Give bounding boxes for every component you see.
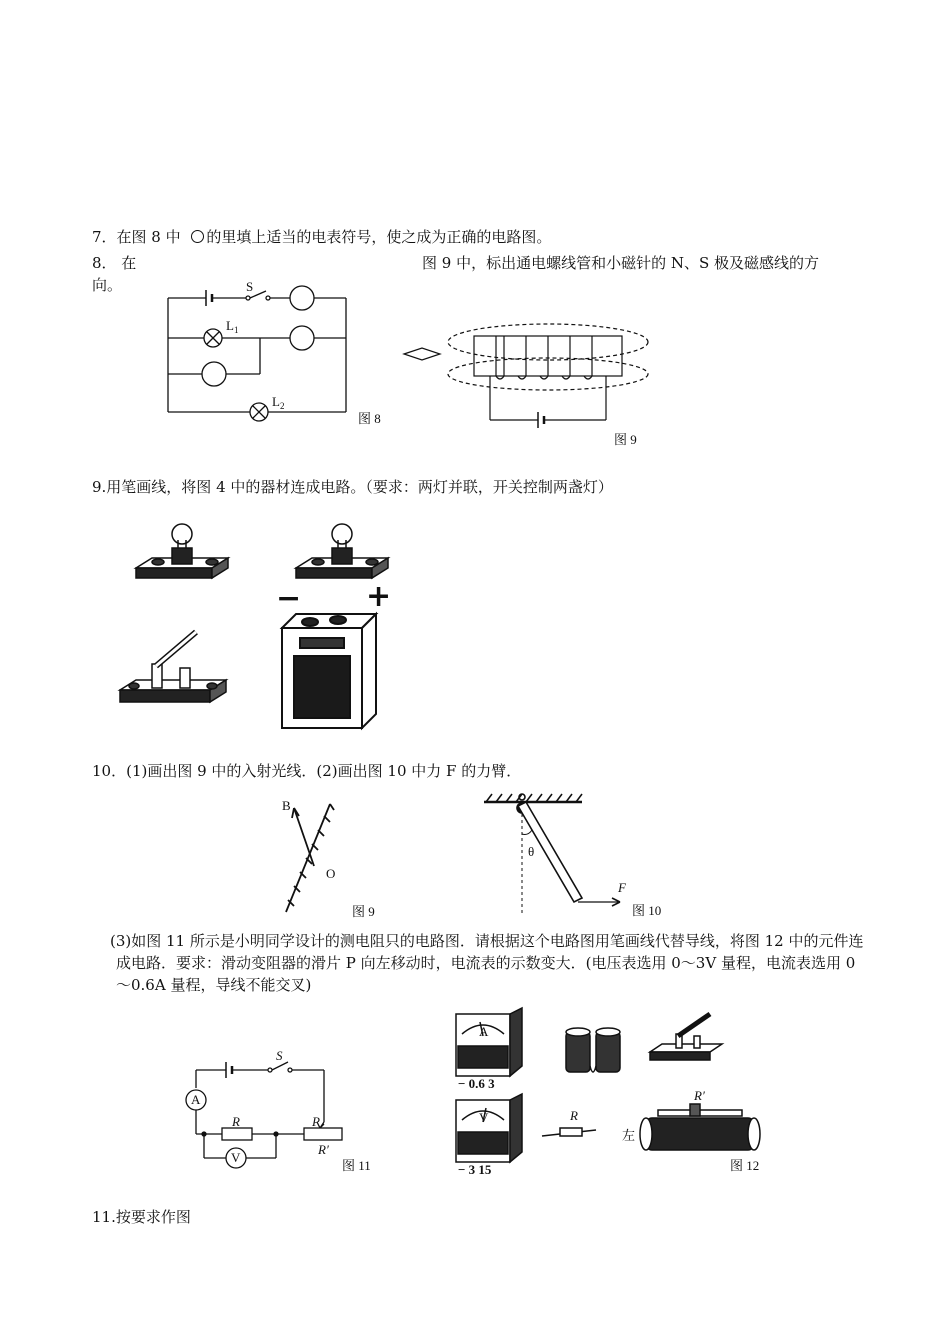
q7-line <box>92 226 551 248</box>
fig12-left-label: 左 <box>622 1128 636 1143</box>
fig11-R: R <box>232 1114 240 1129</box>
fig10-theta: θ <box>528 844 535 859</box>
equipment-lamp-1 <box>132 520 232 590</box>
q7-prefix: 7．在图 8 中 <box>92 228 181 246</box>
fig8-lamp1-label: $L_1$ <box>226 318 239 335</box>
fig11-S: S <box>276 1048 283 1063</box>
q8-text-continued: 向。 <box>92 276 123 294</box>
fig10-caption: 图 10 <box>632 903 662 918</box>
equipment-battery <box>274 608 384 736</box>
equipment-switch <box>116 624 236 714</box>
q10-part3-text: (3)如图 11 所示是小明同学设计的测电阻只的电路图．请根据这个电路图用笔画线代替导线，将图 12 中的元件连成电路．要求：滑动变阻器的滑片 P 向左移动时，电流表的示数变大．(电压表选用 0～3V 量程，电流表选用 0～0.6A 量程，导线不能交叉) <box>110 932 864 994</box>
battery-minus-sign: − <box>276 581 302 616</box>
q8-text: 图 9 中，标出通电螺线管和小磁针的 N、S 极及磁感线的方 <box>422 254 820 272</box>
q8-number: 8． 在 <box>92 254 137 272</box>
q11-text: 11.按要求作图 <box>92 1208 191 1226</box>
fig12-ammeter-scale: − 0.6 3 <box>458 1076 495 1091</box>
fig12-Rprime: R′ <box>694 1088 705 1103</box>
fig9a-caption: 图 9 <box>614 432 637 447</box>
fig12-voltmeter-scale: − 3 15 <box>458 1162 492 1177</box>
figure-12-components <box>450 1006 780 1184</box>
fig10-force-F: F <box>618 880 626 895</box>
fig12-ammeter-A: A <box>479 1024 489 1039</box>
figure-9-solenoid <box>400 316 680 451</box>
meter-circle-icon <box>191 230 204 243</box>
figure-9-mirror <box>274 792 384 922</box>
q9-text: 9.用笔画线，将图 4 中的器材连成电路。（要求：两灯并联，开关控制两盏灯） <box>92 478 613 496</box>
fig12-voltmeter-V: V <box>479 1110 489 1125</box>
fig11-V: V <box>231 1150 241 1165</box>
fig11-Rprime: R′ <box>318 1142 329 1157</box>
fig8-caption: 图 8 <box>358 411 381 426</box>
figure-11-circuit <box>180 1048 380 1178</box>
fig11-A: A <box>191 1092 201 1107</box>
fig9-label-O: O <box>326 866 336 881</box>
fig8-switch-label: S <box>246 279 254 294</box>
fig9-label-B: B <box>282 798 291 813</box>
fig11-P: P <box>312 1114 320 1129</box>
figure-8-circuit <box>160 279 381 426</box>
fig12-R: R <box>570 1108 578 1123</box>
figure-10-lever <box>482 790 682 920</box>
fig8-lamp2-label: $L_2$ <box>272 394 285 411</box>
battery-plus-sign: + <box>366 579 392 614</box>
fig11-caption: 图 11 <box>342 1158 371 1173</box>
q10-text: 10．(1)画出图 9 中的入射光线．(2)画出图 10 中力 F 的力臂． <box>92 762 522 780</box>
fig12-caption: 图 12 <box>730 1158 760 1173</box>
q7-suffix: 的里填上适当的电表符号，使之成为正确的电路图。 <box>206 228 552 246</box>
fig9-caption: 图 9 <box>352 904 375 919</box>
